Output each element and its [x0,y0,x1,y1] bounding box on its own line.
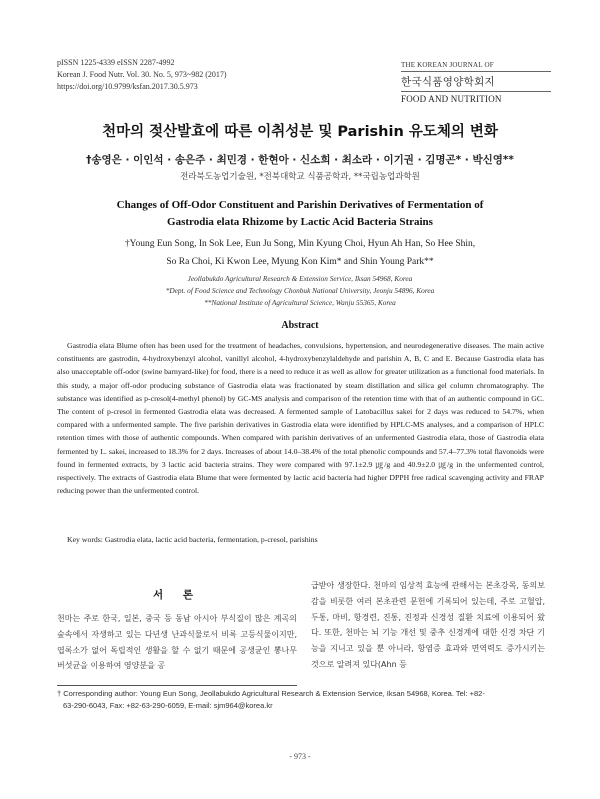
english-authors [70,235,530,271]
journal-masthead [401,61,551,104]
intro-left-column: 천마는 주로 한국, 일본, 중국 등 동남 아시아 부식질이 많은 계곡의 숲속에서 자생하고 있는 다년생 난과식물로서 비록 고등식물이지만, 엽록소가 없어 독립적인 생활을 할 수 없기 때문에 공생균인 뽕나무 버섯균을 이용하여 영양분을 공 [57,614,297,671]
korean-affiliations: 전라북도농업기술원, *전북대학교 식품공학과, **국립농업과학원 [180,172,420,182]
footnote-divider [57,685,297,686]
affiliation-2: *Dept. of Food Science and Technology Chonbuk National University, Jeonju 54896, Korea [165,286,435,295]
intro-right-column: 급받아 생장한다. 천마의 임상적 효능에 관해서는 본초강목, 동의보감을 비롯한 여러 본초관련 문헌에 기록되어 있는데, 주로 고혈압, 두통, 마비, 항경련, 진통, 진정과 신경성 질환 치료에 이용되어 왔다. 또한, 천마는 뇌 기능 개선 및 중추 신경계에 대한 신경 차단 기능을 지니고 있을 뿐 아니라, 항염증 효과와 면역력도 증가시키는 것으로 알려져 있다(Ahn 등 [311,581,545,669]
korean-title: 천마의 젖산발효에 따른 이취성분 및 Parishin 유도체의 변화 [102,124,498,140]
corresponding-author-footnote [57,688,547,712]
issn-line: pISSN 1225-4339 eISSN 2287-4992 [57,58,175,67]
masthead-rule-bottom [401,91,551,92]
journal-meta [57,57,227,93]
abstract-paragraph: Gastrodia elata Blume often has been used for the treatment of headaches, convulsions, hypertension, and neurodegenerative diseases. The main active constituents are gastrodin, 4-hydroxybenzyl alcohol, vanillyl alcohol, 4-hydroxybenzylaldehyde and parishin A, B, C and E. Because Gastrodia elata has also unacceptable off-odor (swine barnyard-like) for food, there is a need to reduce it as well as allow for greater utilization as a functional food materials. In this study, a major off-odor producing substance of Gastrodia elata was fractionated by steam distillation and silica gel column chromatography. The substance was identified as p-cresol(4-methyl phenol) by GC-MS analysis and comparison of the retention time with that of an authentic compound in GC. The content of p-cresol in fermented Gastrodia elata was decreased. A fermented sample of Latobacillus sakei for 2 days was reduced to 54.7%, when compared with a unfermented sample. The five parishin derivatives in Gastrodia elata were identified by HPLC-MS analyses, and a comparison of HPLC retention times with those of authentic compounds. When compared with parishin derivatives of an unfermented Gastrodia elata, those of Gastrodia elata fermented by L. sakei, increased to 18.3% for 2 days. Increases of about 14.0–38.4% of the total phenolic compounds and 57.4–77.3% total flavonoids were found in fermented extracts, by 3 lactic acid bacteria strains. They were compared with 97.1±2.9 ㎍/g and 40.9±2.0 ㎍/g in the unfermented control, respectively. The extracts of Gastrodia elata Blume that were fermented by lactic acid bacteria had higher DPPH free radical scavenging activity and FRAP reducing power than the unfermented control. [57,341,544,496]
masthead-rule-top [401,71,551,72]
english-authors-line-1: †Young Eun Song, In Sok Lee, Eun Ju Song, Min Kyung Choi, Hyun Ah Han, So Hee Shin, [124,239,476,249]
journal-subtitle: FOOD AND NUTRITION [401,94,502,104]
english-title-line-2: Gastrodia elata Rhizome by Lactic Acid Bacteria Strains [167,216,433,228]
citation-line: Korean J. Food Nutr. Vol. 30. No. 5, 973~982 (2017) [57,70,227,79]
korean-authors: †송영은 · 이인석 · 송은주 · 최민경 · 한현아 · 신소희 · 최소라 · 이기권 · 김명곤* · 박신영** [86,154,514,166]
journal-korean-name: 한국식품영양학회지 [401,76,495,88]
abstract-body [57,339,544,497]
affiliation-3: **National Institute of Agricultural Science, Wanju 55365, Korea [204,298,396,307]
page-number: - 973 - [289,752,311,761]
footnote-line-1: † Corresponding author: Young Eun Song, Jeollabukdo Agricultural Research & Extension Service, Iksan 54968, Korea. Tel: +82- [57,689,485,698]
doi-link[interactable]: https://doi.org/10.9799/ksfan.2017.30.5.973 [57,82,198,91]
journal-english-name: THE KOREAN JOURNAL OF [401,61,494,69]
affiliation-1: Jeollabukdo Agricultural Research & Extension Service, Iksan 54968, Korea [187,274,413,283]
abstract-heading: Abstract [281,320,319,331]
english-affiliations [70,273,530,309]
footnote-line-2: 63-290-6043, Fax: +82-63-290-6059, E-mail: sjm964@korea.kr [63,701,273,710]
english-authors-line-2: So Ra Choi, Ki Kwon Lee, Myung Kon Kim* and Shin Young Park** [166,257,434,267]
english-title-line-1: Changes of Off-Odor Constituent and Parishin Derivatives of Fermentation of [116,199,484,211]
section-heading-introduction: 서 론 [153,589,201,601]
keywords: Key words: Gastrodia elata, lactic acid bacteria, fermentation, p-cresol, parishins [67,535,318,544]
english-title [60,197,540,231]
